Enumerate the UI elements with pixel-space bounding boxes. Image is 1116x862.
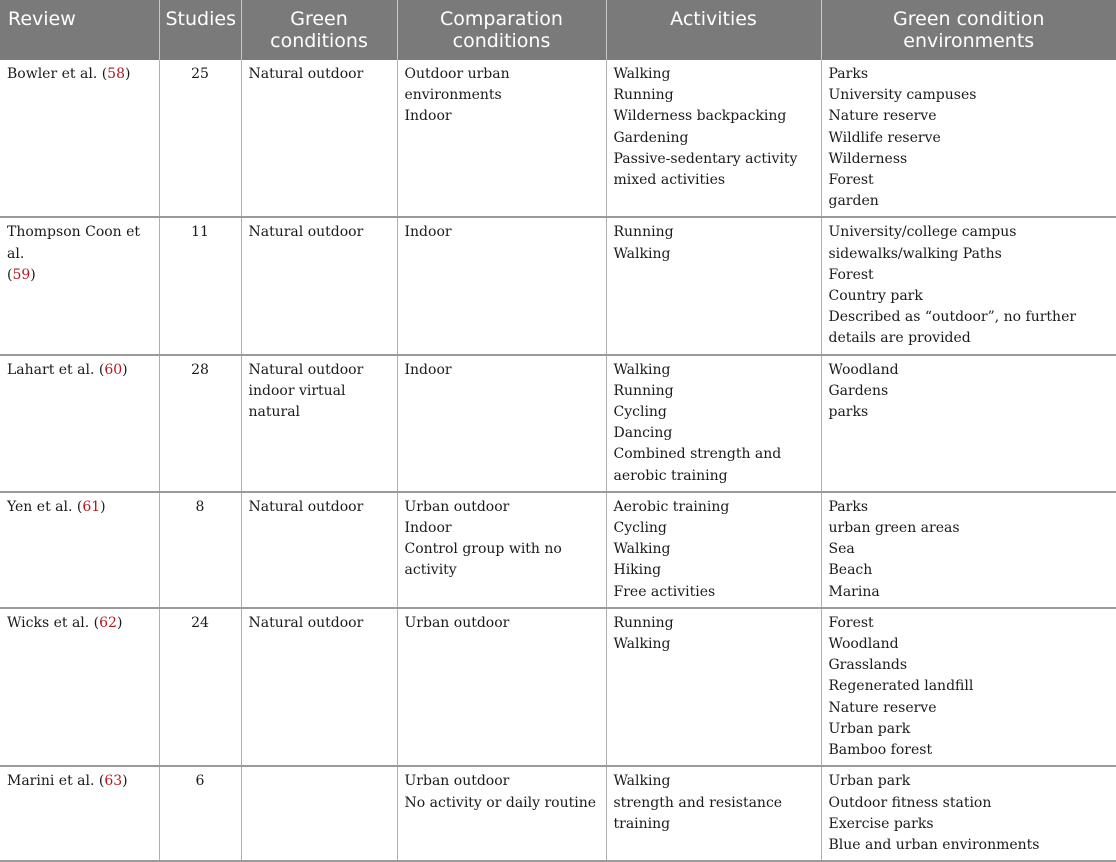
review-paren: ) xyxy=(100,498,106,515)
header-row xyxy=(0,0,1116,60)
cell-studies: 11 xyxy=(159,217,241,354)
cell-green-environments xyxy=(821,60,1116,217)
list-item: Aerobic training xyxy=(613,498,730,515)
cell-comparation-conditions xyxy=(397,355,606,492)
cell-review xyxy=(0,766,159,861)
cell-comparation-conditions xyxy=(397,492,606,608)
list-item: Cycling xyxy=(613,520,667,537)
table-body xyxy=(0,60,1116,861)
list-item: Running xyxy=(613,614,674,631)
list-item: Forest xyxy=(828,614,874,631)
list-item: No activity or daily routine xyxy=(404,794,597,811)
list-item: Regenerated landfill xyxy=(828,678,974,695)
list-item: Country park xyxy=(828,288,923,305)
header-comparation-conditions: Comparation conditions xyxy=(397,0,606,60)
review-author-cont: ( xyxy=(7,266,13,283)
list-item: Parks xyxy=(828,498,868,515)
list-item: Control group with no activity xyxy=(404,541,562,579)
list-item: University/college campus xyxy=(828,224,1017,241)
cell-comparation-conditions xyxy=(397,60,606,217)
list-item: garden xyxy=(828,193,879,210)
list-item: Free activities xyxy=(613,583,716,600)
list-item: Indoor xyxy=(404,108,452,125)
cell-studies: 25 xyxy=(159,60,241,217)
list-item: Natural outdoor xyxy=(248,66,364,82)
reference-link[interactable]: 61 xyxy=(82,498,101,515)
table-row xyxy=(0,217,1116,354)
reference-link[interactable]: 58 xyxy=(107,66,125,82)
cell-green-conditions xyxy=(241,766,397,861)
cell-activities xyxy=(606,492,821,608)
header-activities: Activities xyxy=(606,0,821,60)
review-author: Yen et al. ( xyxy=(7,498,83,515)
cell-activities xyxy=(606,766,821,861)
header-review: Review xyxy=(0,0,159,60)
list-item: Natural outdoor xyxy=(248,361,364,378)
cell-green-conditions xyxy=(241,217,397,354)
cell-review xyxy=(0,355,159,492)
list-item: Forest xyxy=(828,266,874,283)
reference-link[interactable]: 63 xyxy=(104,773,123,790)
list-item: Forest xyxy=(828,172,874,189)
cell-studies: 24 xyxy=(159,608,241,766)
list-item: Outdoor fitness station xyxy=(828,794,992,811)
list-item: Outdoor urban environments xyxy=(404,66,510,104)
list-item: Cycling xyxy=(613,404,667,421)
review-paren: ) xyxy=(122,361,128,378)
list-item: Indoor xyxy=(404,224,452,241)
table-row xyxy=(0,60,1116,217)
list-item: Woodland xyxy=(828,361,899,378)
list-item: Running xyxy=(613,224,674,241)
list-item: Natural outdoor xyxy=(248,498,364,515)
list-item: Dancing xyxy=(613,425,673,442)
cell-green-environments xyxy=(821,217,1116,354)
list-item: Indoor xyxy=(404,520,452,537)
cell-review xyxy=(0,492,159,608)
review-author: Thompson Coon et al. xyxy=(7,224,141,262)
review-paren: ) xyxy=(116,614,123,631)
list-item: Exercise parks xyxy=(828,815,934,832)
list-item: Urban outdoor xyxy=(404,498,510,515)
list-item: Walking xyxy=(613,773,671,790)
cell-activities xyxy=(606,217,821,354)
list-item: Walking xyxy=(613,66,671,82)
list-item: Urban park xyxy=(828,720,911,737)
cell-green-conditions xyxy=(241,355,397,492)
cell-studies: 6 xyxy=(159,766,241,861)
list-item: Nature reserve xyxy=(828,699,937,716)
list-item: Wilderness xyxy=(828,150,908,167)
header-green-conditions: Green conditions xyxy=(241,0,397,60)
list-item: Marina xyxy=(828,583,880,600)
list-item: Running xyxy=(613,382,674,399)
review-author: Marini et al. ( xyxy=(7,773,105,790)
cell-studies: 28 xyxy=(159,355,241,492)
header-green-environments: Green condition environments xyxy=(821,0,1116,60)
list-item: Urban outdoor xyxy=(404,614,510,631)
list-item: Walking xyxy=(613,541,671,558)
cell-green-environments xyxy=(821,355,1116,492)
reference-link[interactable]: 59 xyxy=(12,266,31,283)
list-item: Gardens xyxy=(828,382,889,399)
review-paren: ) xyxy=(122,773,128,790)
cell-review xyxy=(0,60,159,217)
list-item: Urban outdoor xyxy=(404,773,510,790)
list-item: Combined strength and aerobic training xyxy=(613,446,782,484)
list-item: urban green areas xyxy=(828,520,960,537)
list-item: Urban park xyxy=(828,773,911,790)
list-item: Grasslands xyxy=(828,657,908,674)
list-item: Beach xyxy=(828,562,873,579)
list-item: Wilderness backpacking xyxy=(613,108,787,125)
reference-link[interactable]: 62 xyxy=(99,614,117,631)
cell-green-environments xyxy=(821,608,1116,766)
review-paren: ) xyxy=(124,66,131,82)
list-item: Bamboo forest xyxy=(828,742,933,759)
list-item: Parks xyxy=(828,66,868,82)
list-item: University campuses xyxy=(828,87,977,104)
cell-green-conditions xyxy=(241,492,397,608)
cell-green-conditions xyxy=(241,60,397,217)
list-item: Passive-sedentary activity xyxy=(613,150,798,167)
list-item: Hiking xyxy=(613,562,662,579)
review-author: Bowler et al. ( xyxy=(7,66,108,82)
cell-green-conditions xyxy=(241,608,397,766)
list-item: Indoor xyxy=(404,361,452,378)
cell-comparation-conditions xyxy=(397,608,606,766)
cell-review xyxy=(0,217,159,354)
cell-review xyxy=(0,608,159,766)
list-item: Walking xyxy=(613,245,671,262)
cell-activities xyxy=(606,608,821,766)
list-item: Wildlife reserve xyxy=(828,129,941,146)
cell-green-environments xyxy=(821,766,1116,861)
list-item: Woodland xyxy=(828,636,899,653)
list-item: indoor virtual natural xyxy=(248,382,346,421)
cell-green-environments xyxy=(821,492,1116,608)
list-item: Walking xyxy=(613,636,671,653)
header-studies: Studies xyxy=(159,0,241,60)
table-row xyxy=(0,608,1116,766)
list-item: mixed activities xyxy=(613,172,726,189)
list-item: Natural outdoor xyxy=(248,224,364,241)
list-item: parks xyxy=(828,404,869,421)
cell-studies: 8 xyxy=(159,492,241,608)
list-item: Running xyxy=(613,87,674,104)
reference-link[interactable]: 60 xyxy=(104,361,123,378)
list-item: Blue and urban environments xyxy=(828,836,1040,853)
list-item: Nature reserve xyxy=(828,108,937,125)
cell-activities xyxy=(606,355,821,492)
review-paren: ) xyxy=(30,266,36,283)
list-item: Described as “outdoor”, no further details are provided xyxy=(828,309,1077,347)
cell-comparation-conditions xyxy=(397,217,606,354)
list-item: Gardening xyxy=(613,129,689,146)
table-row xyxy=(0,766,1116,861)
review-author: Wicks et al. ( xyxy=(7,614,100,631)
table-row xyxy=(0,355,1116,492)
table-row xyxy=(0,492,1116,608)
list-item: Natural outdoor xyxy=(248,614,364,631)
cell-comparation-conditions xyxy=(397,766,606,861)
list-item: Sea xyxy=(828,541,855,558)
cell-activities xyxy=(606,60,821,217)
review-author: Lahart et al. ( xyxy=(7,361,105,378)
list-item: strength and resistance training xyxy=(613,794,783,832)
list-item: Walking xyxy=(613,361,671,378)
list-item: sidewalks/walking Paths xyxy=(828,245,1002,262)
